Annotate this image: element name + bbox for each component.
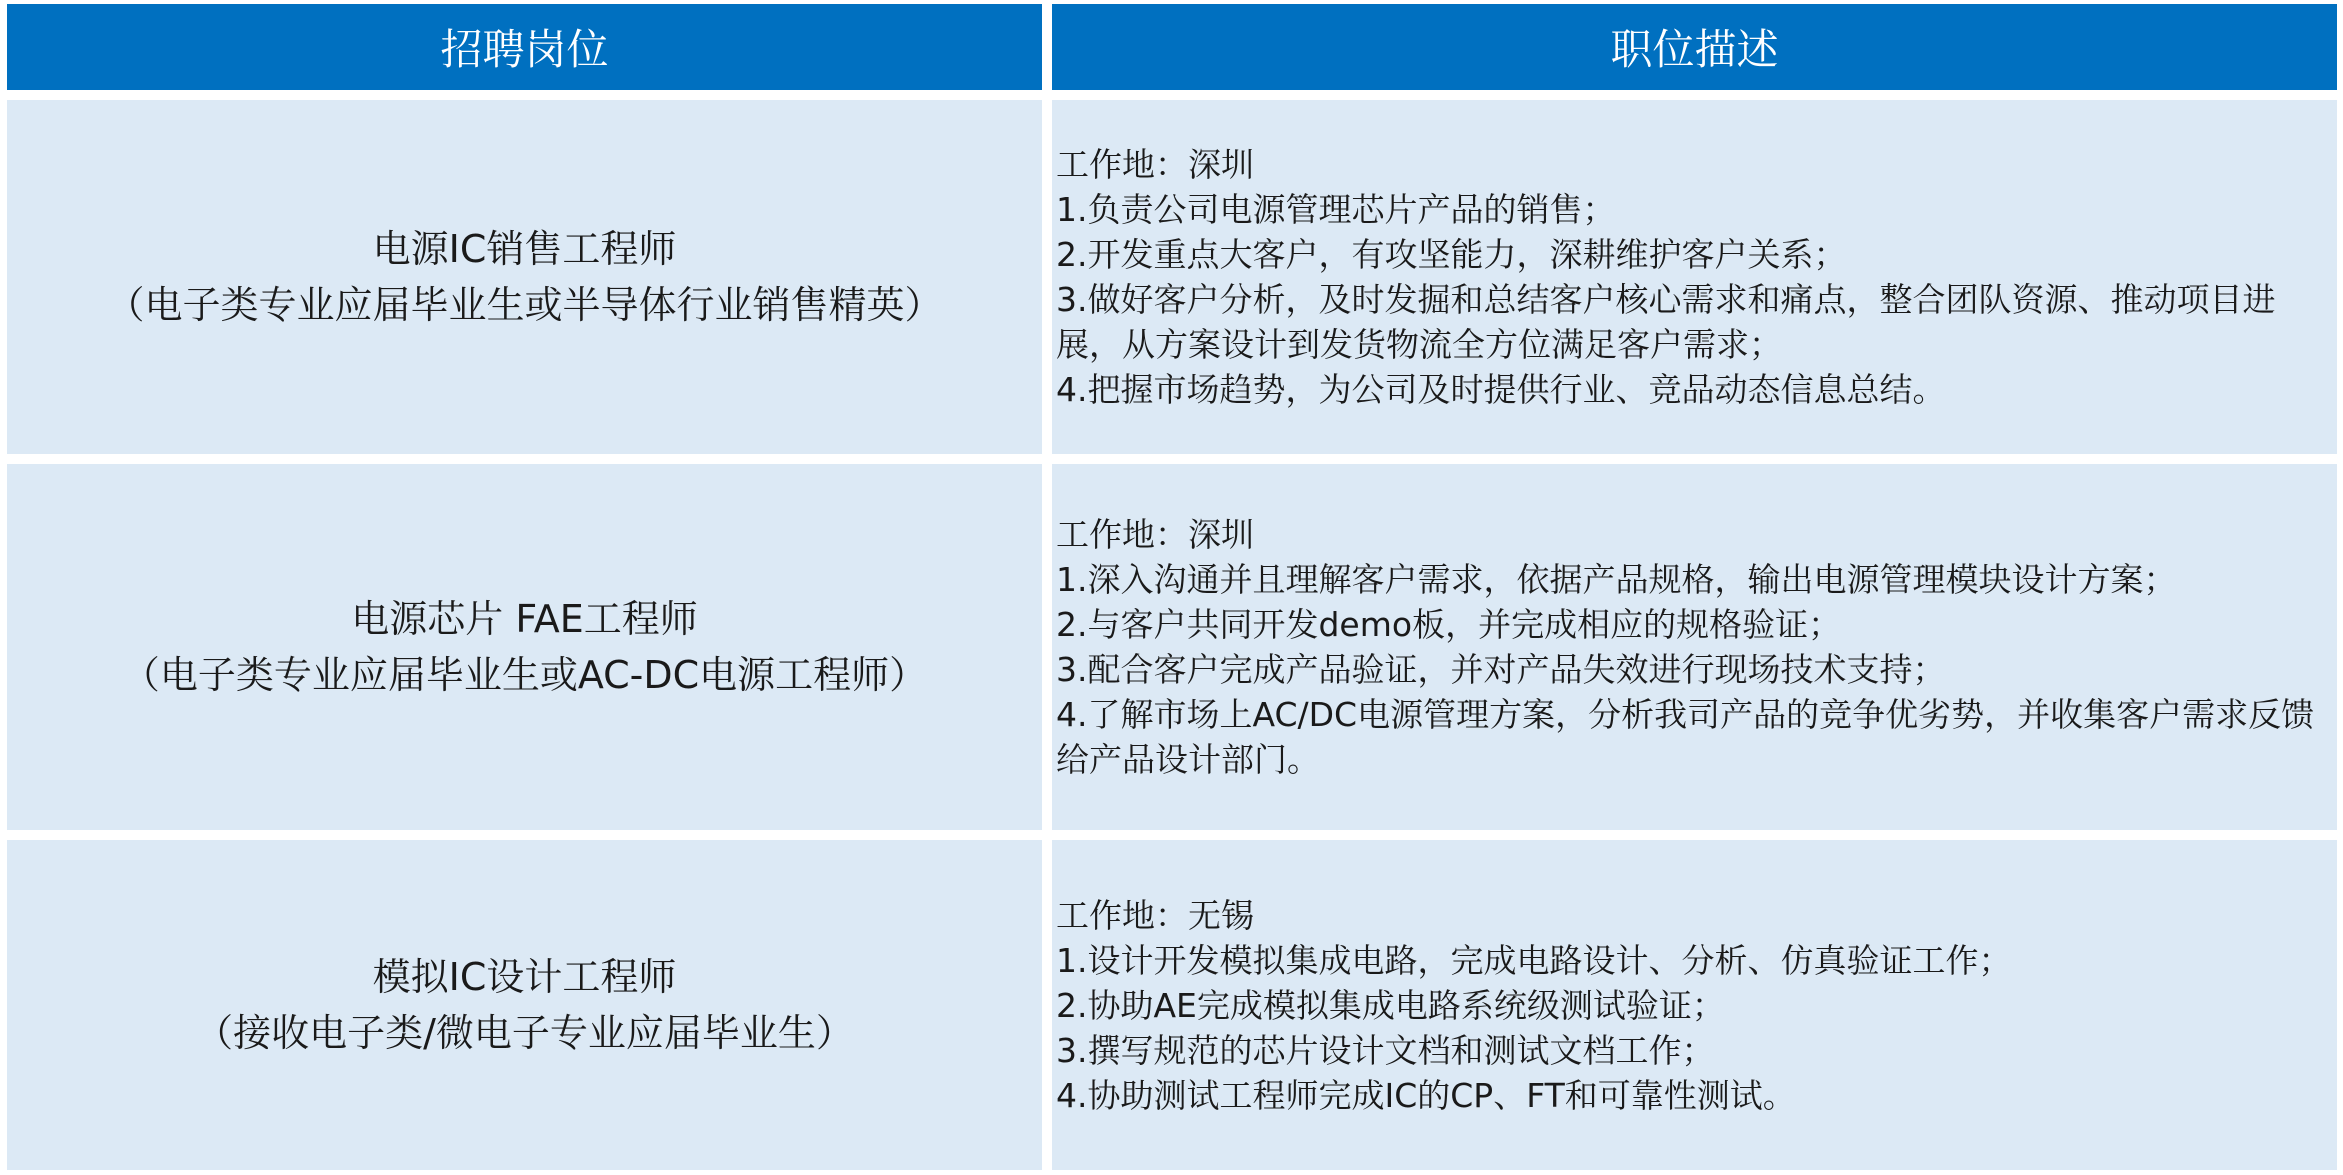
jobs-table	[7, 4, 2337, 1170]
work-location: 工作地：无锡	[1056, 895, 1254, 935]
header-row	[7, 4, 2337, 90]
description-cell	[1052, 464, 2337, 830]
description-item: 2.与客户共同开发demo板，并完成相应的规格验证；	[1056, 605, 1842, 644]
column-divider	[1042, 4, 1052, 90]
description-item: 4.协助测试工程师完成IC的CP、FT和可靠性测试。	[1056, 1075, 1796, 1115]
position-title: 电源芯片 FAE工程师	[351, 597, 698, 641]
description-item: 1.负责公司电源管理芯片产品的销售；	[1056, 190, 1616, 229]
description-cell	[1052, 100, 2337, 454]
description-item: 3.配合客户完成产品验证，并对产品失效进行现场技术支持；	[1056, 650, 1946, 689]
table-row	[7, 464, 2337, 830]
description-cell	[1052, 840, 2337, 1170]
position-cell	[7, 464, 1042, 830]
header-description: 职位描述	[1052, 4, 2337, 90]
description-item: 3.撰写规范的芯片设计文档和测试文档工作；	[1056, 1030, 1715, 1070]
position-subtitle: （接收电子类/微电子专业应届毕业生）	[195, 1011, 854, 1055]
description-item: 2.协助AE完成模拟集成电路系统级测试验证；	[1056, 985, 1725, 1025]
position-cell	[7, 100, 1042, 454]
description-item: 4.了解市场上AC/DC电源管理方案，分析我司产品的竞争优劣势，并收集客户需求反馈给产品设计部门。	[1056, 695, 2315, 779]
header-position: 招聘岗位	[7, 4, 1042, 90]
position-subtitle: （电子类专业应届毕业生或半导体行业销售精英）	[106, 283, 943, 327]
description-item: 3.做好客户分析，及时发掘和总结客户核心需求和痛点，整合团队资源、推动项目进展，从方案设计到发货物流全方位满足客户需求；	[1056, 280, 2276, 364]
row-divider	[7, 830, 2337, 840]
description-item: 1.设计开发模拟集成电路，完成电路设计、分析、仿真验证工作；	[1056, 940, 2012, 980]
description-item: 2.开发重点大客户，有攻坚能力，深耕维护客户关系；	[1056, 235, 1847, 274]
position-cell	[7, 840, 1042, 1170]
description-item: 1.深入沟通并且理解客户需求，依据产品规格，输出电源管理模块设计方案；	[1056, 560, 2177, 599]
position-title: 模拟IC设计工程师	[372, 955, 677, 999]
table-row	[7, 840, 2337, 1170]
position-subtitle: （电子类专业应届毕业生或AC-DC电源工程师）	[121, 653, 928, 697]
work-location: 工作地：深圳	[1056, 515, 1254, 554]
description-item: 4.把握市场趋势，为公司及时提供行业、竞品动态信息总结。	[1056, 370, 1946, 409]
position-title: 电源IC销售工程师	[372, 227, 677, 271]
work-location: 工作地：深圳	[1056, 145, 1254, 184]
row-divider	[7, 454, 2337, 464]
row-divider	[7, 90, 2337, 100]
table-row	[7, 100, 2337, 454]
